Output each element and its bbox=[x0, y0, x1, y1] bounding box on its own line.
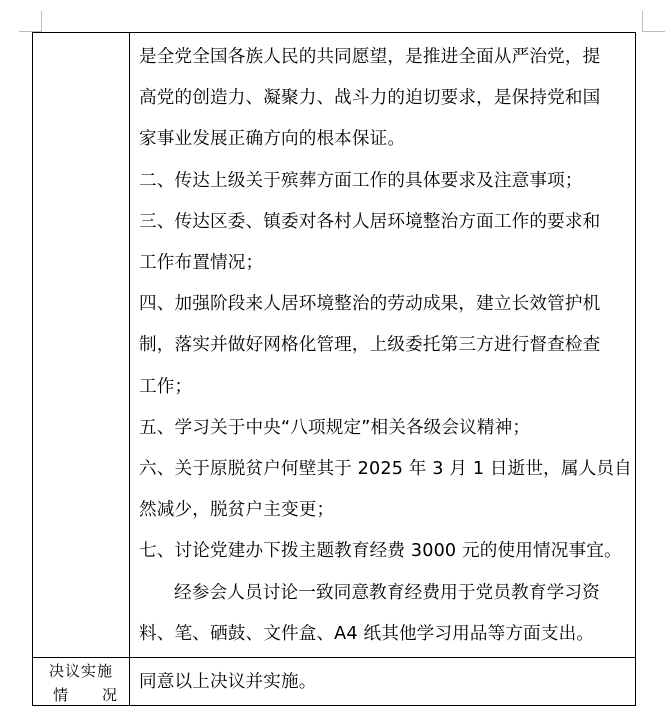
content-line: 家事业发展正确方向的根本保证。 bbox=[139, 129, 406, 150]
content-line: 二、传达上级关于殡葬方面工作的具体要求及注意事项； bbox=[139, 170, 583, 191]
content-line: 三、传达区委、镇委对各村人居环境整治方面工作的要求和 bbox=[139, 211, 601, 232]
content-line: 工作； bbox=[139, 376, 193, 397]
minutes-table bbox=[32, 32, 636, 706]
row-divider bbox=[33, 657, 635, 658]
column-divider bbox=[129, 33, 130, 705]
content-line: 然减少，脱贫户主变更； bbox=[139, 500, 335, 521]
content-line: 料、笔、硒鼓、文件盒、A4 纸其他学习用品等方面支出。 bbox=[139, 623, 595, 644]
content-line: 制，落实并做好网格化管理，上级委托第三方进行督查检查 bbox=[139, 335, 601, 356]
content-line: 四、加强阶段来人居环境整治的劳动成果，建立长效管护机 bbox=[139, 294, 601, 315]
resolution-label: 决议实施 bbox=[48, 662, 113, 680]
content-line: 工作布置情况； bbox=[139, 253, 264, 274]
content-line: 六、关于原脱贫户何壁其于 2025 年 3 月 1 日逝世，属人员自 bbox=[139, 459, 632, 480]
content-line: 经参会人员讨论一致同意教育经费用于党员教育学习资 bbox=[174, 582, 600, 603]
resolution-label-char: 情 bbox=[53, 686, 69, 704]
meeting-content bbox=[139, 37, 633, 655]
content-line: 五、学习关于中央“八项规定”相关各级会议精神； bbox=[139, 417, 531, 438]
content-line: 是全党全国各族人民的共同愿望，是推进全面从严治党，提 bbox=[139, 47, 601, 67]
content-line: 高党的创造力、凝聚力、战斗力的迫切要求，是保持党和国 bbox=[139, 88, 601, 109]
resolution-label-line2 bbox=[33, 685, 129, 705]
content-line: 七、讨论党建办下拨主题教育经费 3000 元的使用情况事宜。 bbox=[139, 541, 622, 562]
resolution-value: 同意以上决议并实施。 bbox=[139, 672, 317, 692]
crop-mark-top-right bbox=[642, 11, 665, 32]
crop-mark-top-left bbox=[19, 11, 42, 32]
resolution-label-char: 况 bbox=[102, 686, 118, 704]
